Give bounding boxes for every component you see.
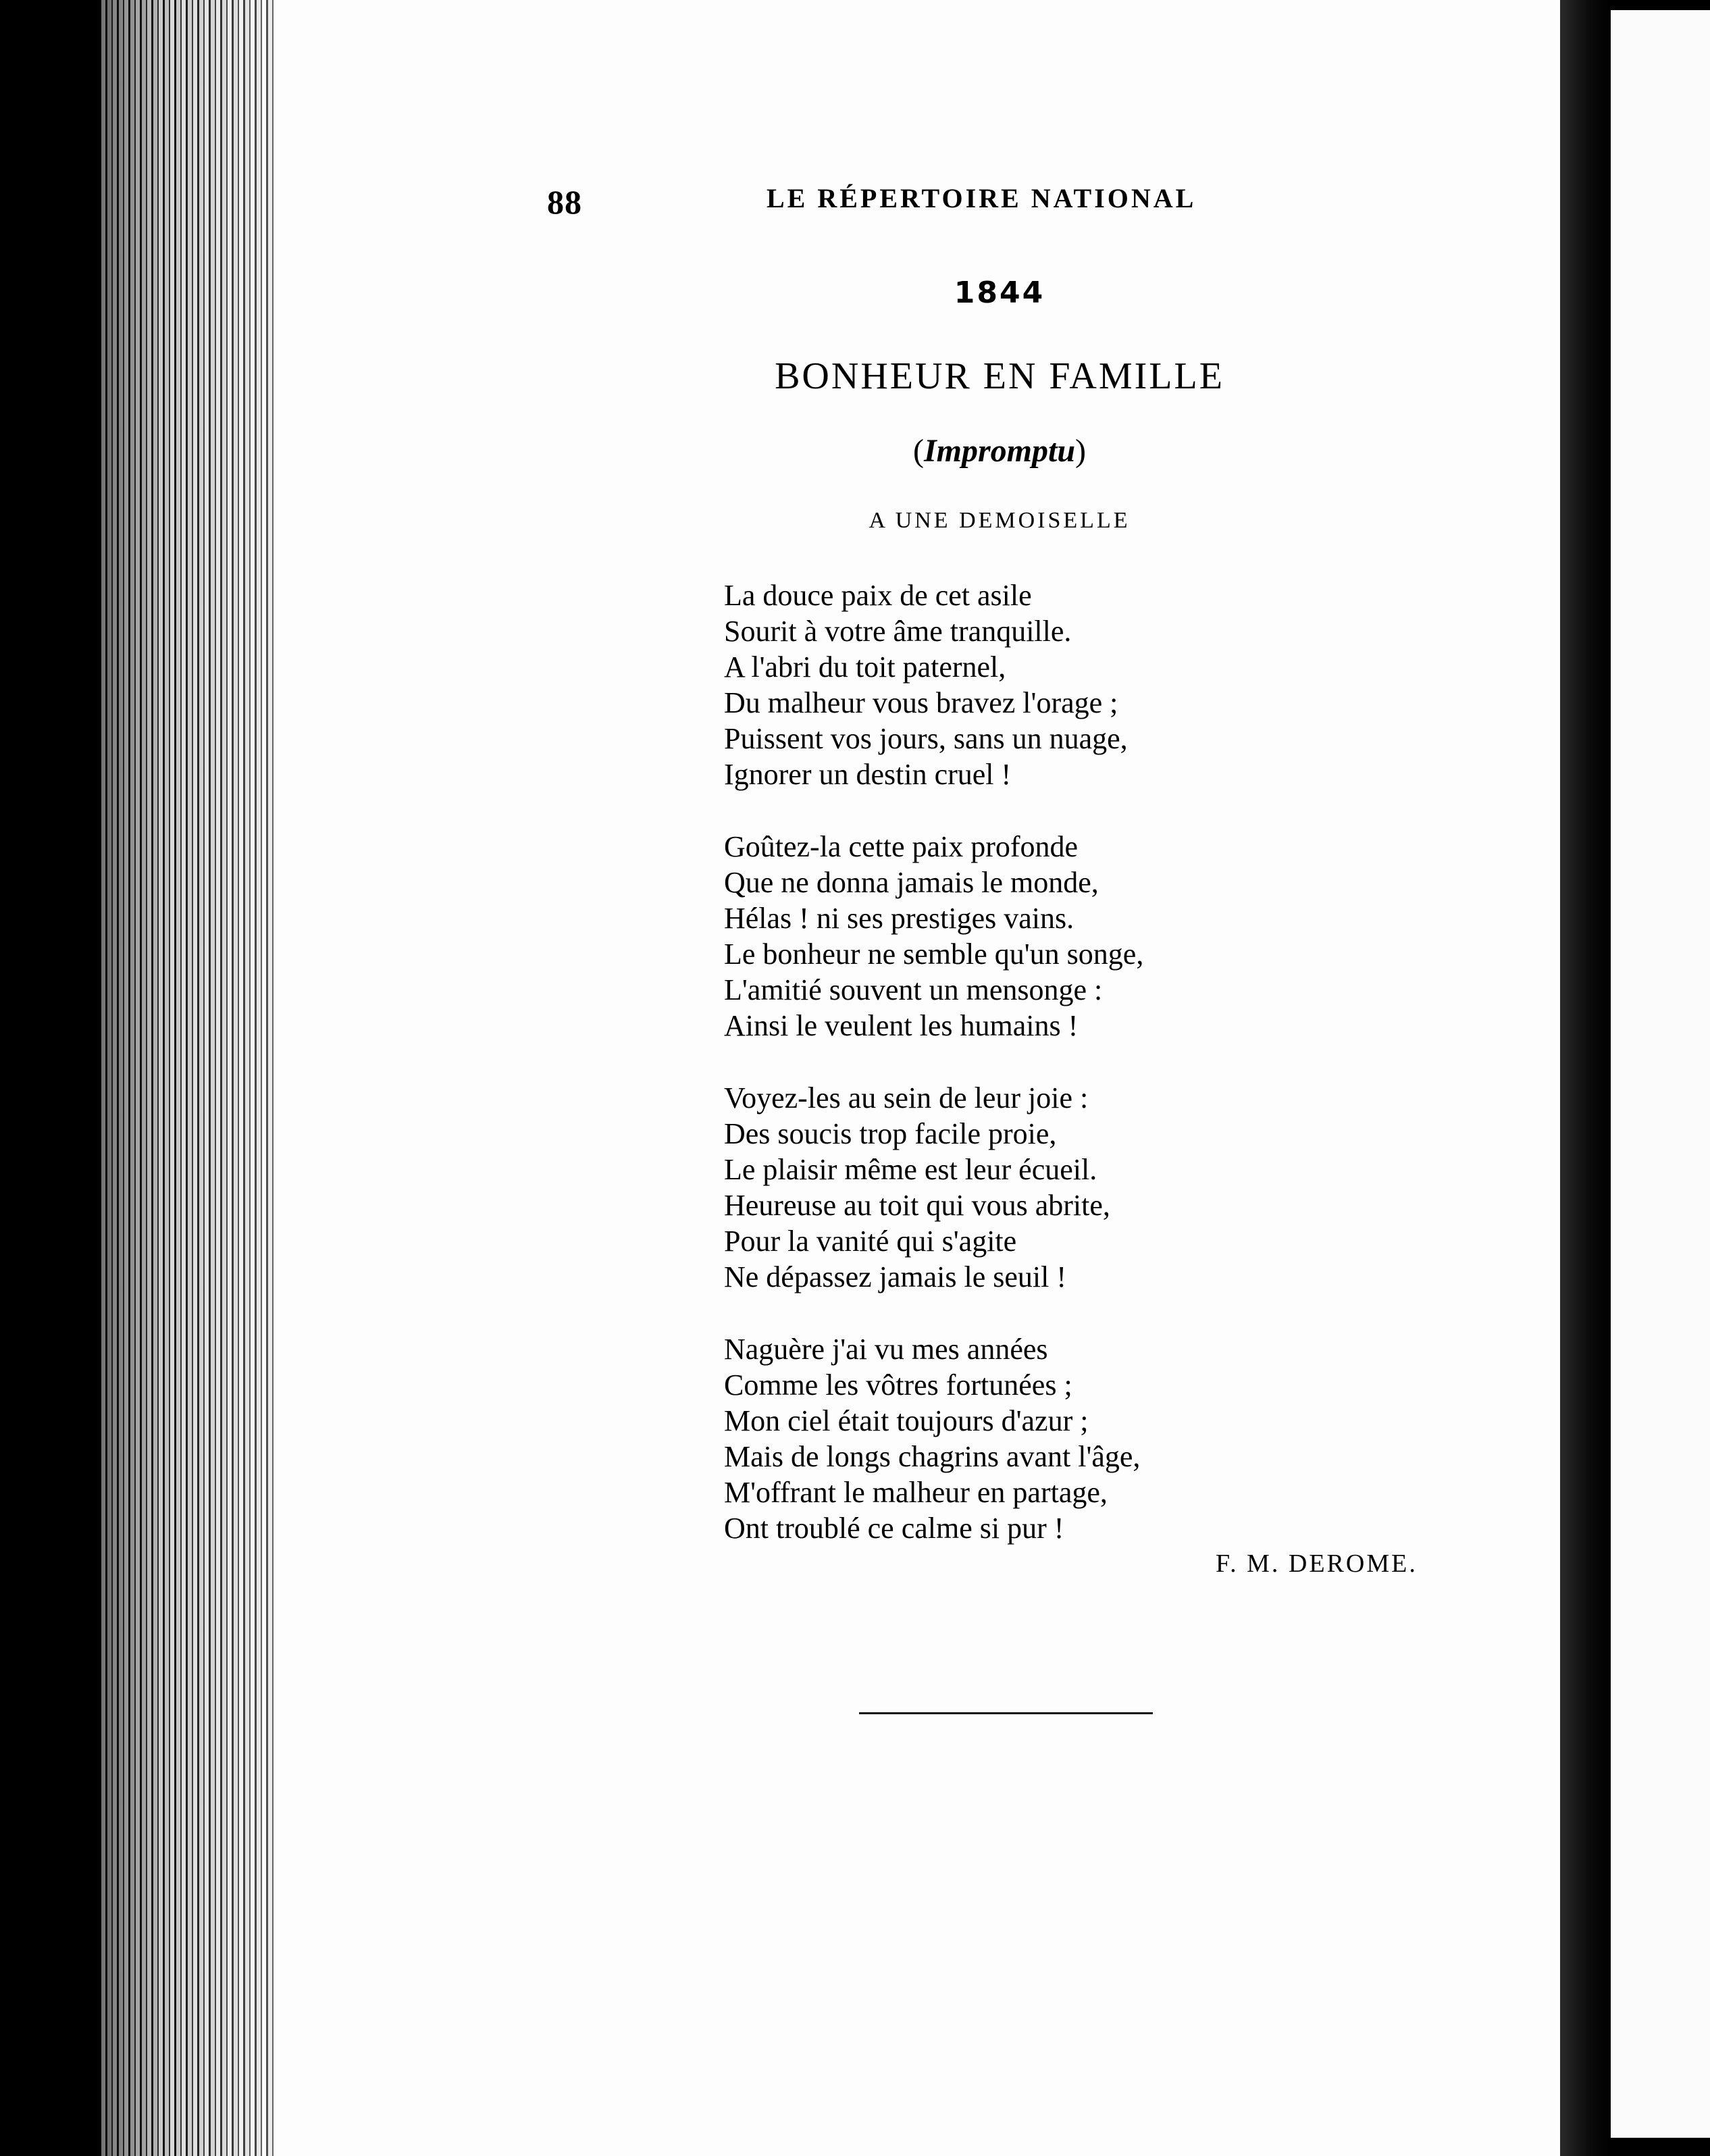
stanza [724,578,1305,792]
verse-line: Goûtez-la cette paix profonde [724,830,1079,863]
facing-page-edge [1611,10,1710,2138]
verse-line: Comme les vôtres fortunées ; [724,1368,1072,1402]
end-rule [859,1712,1153,1714]
subtitle-text: Impromptu [923,433,1076,469]
verse-line: Du malheur vous bravez l'orage ; [724,686,1118,719]
verse-line: Que ne donna jamais le monde, [724,866,1099,899]
poem-title: BONHEUR EN FAMILLE [775,355,1224,397]
verse-line: Le plaisir même est leur écueil. [724,1153,1097,1186]
verse-line: L'amitié souvent un mensonge : [724,973,1103,1006]
poem-subtitle [675,432,1324,469]
verse-line: Heureuse au toit qui vous abrite, [724,1189,1110,1222]
verse-line: Pour la vanité qui s'agite [724,1225,1017,1258]
stanza [724,829,1305,1044]
verse-line: Le bonheur ne semble qu'un songe, [724,938,1144,971]
subtitle-close-paren: ) [1075,433,1087,469]
verse-line: Sourit à votre âme tranquille. [724,615,1072,648]
verse-line: Mais de longs chagrins avant l'âge, [724,1440,1141,1473]
binding-gutter [1560,0,1611,2156]
verse-line: M'offrant le malheur en partage, [724,1476,1108,1509]
verse-line: Mon ciel était toujours d'azur ; [724,1404,1089,1437]
page-edge-stack [101,0,277,2156]
verse-line: Des soucis trop facile proie, [724,1117,1057,1150]
subtitle-open-paren: ( [912,433,924,469]
verse-line: Hélas ! ni ses prestiges vains. [724,902,1074,935]
verse-line: La douce paix de cet asile [724,579,1032,612]
verse-line: Ignorer un destin cruel ! [724,758,1012,791]
verse-line: Naguère j'ai vu mes années [724,1333,1048,1366]
stanza [724,1080,1305,1295]
verse-line: A l'abri du toit paternel, [724,650,1006,684]
verse-line: Puissent vos jours, sans un nuage, [724,722,1128,755]
poem-dedication: A UNE DEMOISELLE [869,508,1131,533]
verse-line: Ont troublé ce calme si pur ! [724,1512,1064,1545]
author-signature: F. M. DEROME. [1216,1549,1418,1578]
poem-year: 1844 [954,276,1045,310]
poem-body [724,578,1305,1583]
verse-line: Voyez-les au sein de leur joie : [724,1081,1089,1114]
running-title: LE RÉPERTOIRE NATIONAL [767,183,1197,213]
page-number: 88 [547,183,582,221]
stanza [724,1331,1305,1546]
page-header [547,182,1229,230]
verse-line: Ainsi le veulent les humains ! [724,1009,1079,1042]
verse-line: Ne dépassez jamais le seuil ! [724,1260,1067,1293]
